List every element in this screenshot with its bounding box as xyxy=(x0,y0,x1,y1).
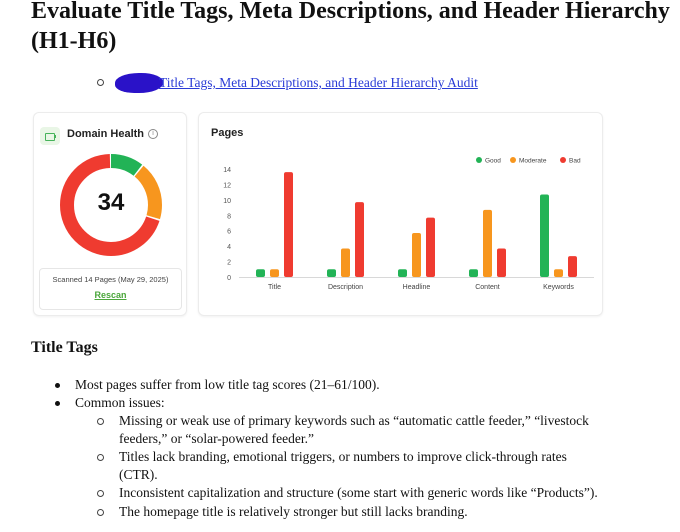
health-score: 34 xyxy=(97,189,125,216)
rescan-button[interactable]: Rescan xyxy=(94,290,127,300)
sub-list-item-continued: (CTR). xyxy=(119,467,158,482)
y-tick-label: 2 xyxy=(227,259,231,267)
bar-keywords-moderate[interactable] xyxy=(554,269,563,277)
bullet-ring-icon xyxy=(97,79,104,86)
bullet-dot-icon xyxy=(55,383,60,388)
pages-bar-chart xyxy=(199,113,604,317)
domain-health-card xyxy=(33,112,187,316)
bar-keywords-bad[interactable] xyxy=(568,256,577,277)
bar-content-good[interactable] xyxy=(469,269,478,277)
x-tick-label: Headline xyxy=(402,284,431,291)
info-icon[interactable]: i xyxy=(148,129,158,139)
redaction-scribble xyxy=(115,73,163,93)
y-tick-label: 4 xyxy=(227,244,231,252)
sub-bullet-ring-icon xyxy=(97,418,104,425)
bar-headline-moderate[interactable] xyxy=(412,233,421,277)
battery-icon xyxy=(40,127,60,145)
sub-bullet-ring-icon xyxy=(97,509,104,516)
y-tick-label: 14 xyxy=(223,167,231,174)
list-item: Most pages suffer from low title tag scores (21–61/100). xyxy=(75,377,380,392)
legend-swatch xyxy=(560,157,566,163)
bullet-dot-icon xyxy=(55,401,60,406)
x-tick-label: Content xyxy=(475,284,500,291)
legend-swatch xyxy=(476,157,482,163)
legend-label: Good xyxy=(485,157,501,165)
bar-description-moderate[interactable] xyxy=(341,248,350,277)
sub-list-item: The homepage title is relatively stronger but still lacks branding. xyxy=(119,504,468,519)
scanned-text: Scanned 14 Pages (May 29, 2025) xyxy=(52,275,169,284)
legend-label: Moderate xyxy=(519,157,547,165)
audit-link-row xyxy=(97,73,517,93)
y-tick-label: 6 xyxy=(227,228,231,236)
bar-headline-bad[interactable] xyxy=(426,218,435,277)
y-tick-label: 10 xyxy=(223,197,231,205)
bar-content-bad[interactable] xyxy=(497,248,506,277)
title-tags-heading: Title Tags xyxy=(31,339,98,356)
y-tick-label: 0 xyxy=(227,275,231,282)
bar-content-moderate[interactable] xyxy=(483,210,492,277)
sub-list-item: Titles lack branding, emotional triggers, or numbers to improve click-through rates xyxy=(119,449,567,464)
y-tick-label: 8 xyxy=(227,213,231,221)
bar-title-bad[interactable] xyxy=(284,172,293,277)
x-tick-label: Description xyxy=(327,284,364,291)
bar-title-moderate[interactable] xyxy=(270,269,279,277)
pages-card xyxy=(198,112,603,316)
legend-swatch xyxy=(510,157,516,163)
sub-bullet-ring-icon xyxy=(97,490,104,497)
bar-keywords-good[interactable] xyxy=(540,194,549,277)
bar-title-good[interactable] xyxy=(256,269,265,277)
sub-bullet-ring-icon xyxy=(97,454,104,461)
pages-title: Pages xyxy=(211,127,244,139)
x-tick-label: Keywords xyxy=(543,284,574,291)
audit-link[interactable]: Title Tags, Meta Descriptions, and Header Hierarchy Audit xyxy=(159,75,478,90)
bar-description-bad[interactable] xyxy=(355,202,364,277)
sub-list-item: Inconsistent capitalization and structure (some start with generic words like “Products”). xyxy=(119,485,598,500)
domain-health-title: Domain Health xyxy=(67,128,145,140)
list-item: Common issues: xyxy=(75,395,165,410)
y-tick-label: 12 xyxy=(223,182,231,190)
legend-label: Bad xyxy=(569,157,581,165)
sub-list-item-continued: feeders,” or “solar-powered feeder.” xyxy=(119,431,314,446)
x-tick-label: Title xyxy=(268,284,281,291)
scan-box xyxy=(39,268,182,310)
bar-description-good[interactable] xyxy=(327,269,336,277)
bar-headline-good[interactable] xyxy=(398,269,407,277)
sub-list-item: Missing or weak use of primary keywords such as “automatic cattle feeder,” “livestock xyxy=(119,413,589,428)
page-title: Evaluate Title Tags, Meta Descriptions, and Header Hierarchy (H1-H6) xyxy=(31,0,670,54)
